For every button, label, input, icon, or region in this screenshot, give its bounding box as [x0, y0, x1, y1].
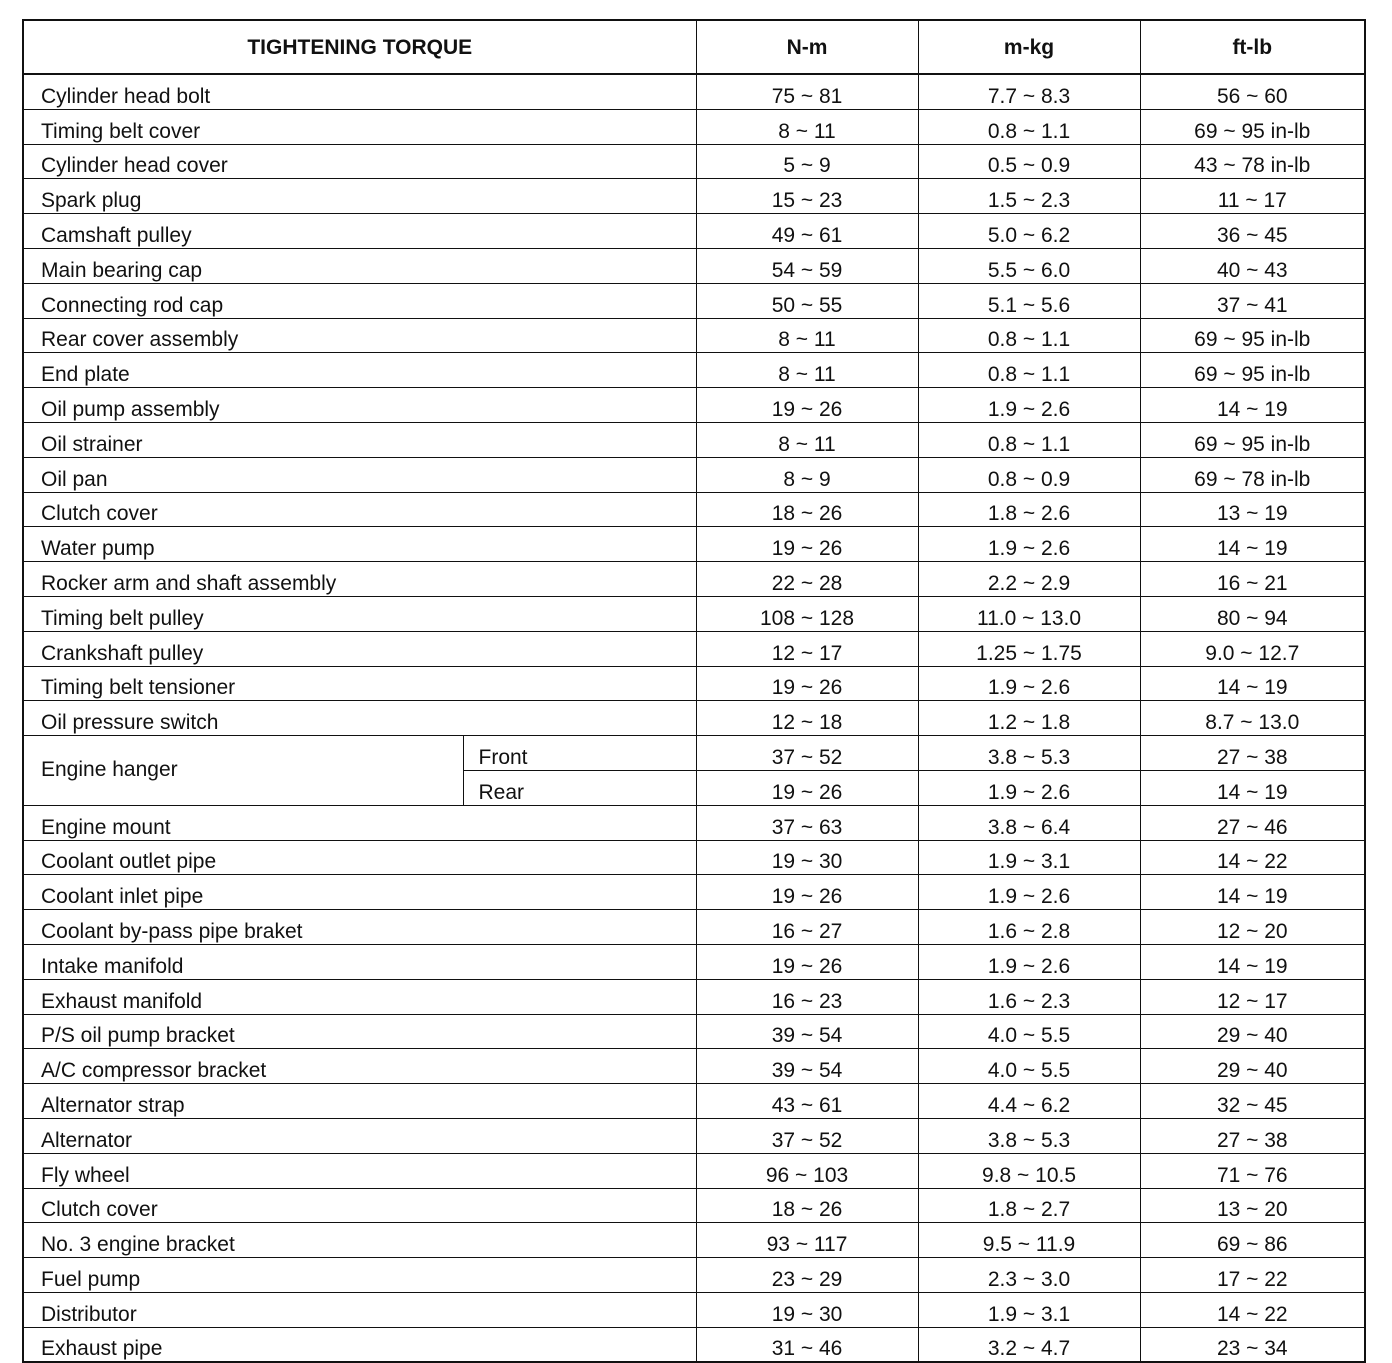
value-nm: 37 ~ 52 — [696, 1118, 918, 1153]
value-mkg: 0.5 ~ 0.9 — [918, 144, 1140, 179]
value-nm: 19 ~ 30 — [696, 840, 918, 875]
value-ftlb: 69 ~ 78 in-lb — [1140, 457, 1365, 492]
value-nm: 18 ~ 26 — [696, 1188, 918, 1223]
table-row — [23, 631, 1365, 666]
value-nm: 31 ~ 46 — [696, 1327, 918, 1362]
value-mkg: 11.0 ~ 13.0 — [918, 596, 1140, 631]
table-row — [23, 1223, 1365, 1258]
value-ftlb: 69 ~ 95 in-lb — [1140, 422, 1365, 457]
value-mkg: 9.8 ~ 10.5 — [918, 1153, 1140, 1188]
value-mkg: 1.9 ~ 3.1 — [918, 1292, 1140, 1327]
value-ftlb: 29 ~ 40 — [1140, 1014, 1365, 1049]
item-name: Coolant by-pass pipe braket — [23, 910, 696, 945]
sub-label-front: Front — [463, 736, 696, 771]
value-ftlb: 27 ~ 46 — [1140, 805, 1365, 840]
item-name: Engine mount — [23, 805, 696, 840]
table-row — [23, 109, 1365, 144]
table-row — [23, 1118, 1365, 1153]
value-mkg: 1.9 ~ 2.6 — [918, 770, 1140, 805]
value-nm: 93 ~ 117 — [696, 1223, 918, 1258]
value-ftlb: 14 ~ 19 — [1140, 875, 1365, 910]
value-mkg: 3.8 ~ 5.3 — [918, 1118, 1140, 1153]
value-mkg: 3.2 ~ 4.7 — [918, 1327, 1140, 1362]
value-nm: 43 ~ 61 — [696, 1084, 918, 1119]
item-name: Fuel pump — [23, 1258, 696, 1293]
item-name: Coolant inlet pipe — [23, 875, 696, 910]
header-nm: N-m — [696, 20, 918, 74]
table-row — [23, 562, 1365, 597]
table-row — [23, 1188, 1365, 1223]
value-mkg: 1.9 ~ 2.6 — [918, 666, 1140, 701]
value-nm: 54 ~ 59 — [696, 248, 918, 283]
value-mkg: 1.6 ~ 2.8 — [918, 910, 1140, 945]
value-mkg: 1.2 ~ 1.8 — [918, 701, 1140, 736]
value-nm: 19 ~ 26 — [696, 944, 918, 979]
item-name: Alternator strap — [23, 1084, 696, 1119]
table-row — [23, 248, 1365, 283]
value-mkg: 1.8 ~ 2.6 — [918, 492, 1140, 527]
table-row — [23, 1049, 1365, 1084]
table-row — [23, 979, 1365, 1014]
table-row — [23, 1258, 1365, 1293]
value-mkg: 1.8 ~ 2.7 — [918, 1188, 1140, 1223]
value-ftlb: 36 ~ 45 — [1140, 214, 1365, 249]
value-nm: 50 ~ 55 — [696, 283, 918, 318]
value-nm: 15 ~ 23 — [696, 179, 918, 214]
item-name: Clutch cover — [23, 1188, 696, 1223]
table-row — [23, 840, 1365, 875]
item-name: Main bearing cap — [23, 248, 696, 283]
header-mkg: m-kg — [918, 20, 1140, 74]
table-row — [23, 1153, 1365, 1188]
value-mkg: 5.5 ~ 6.0 — [918, 248, 1140, 283]
value-ftlb: 69 ~ 95 in-lb — [1140, 353, 1365, 388]
item-name: Distributor — [23, 1292, 696, 1327]
value-mkg: 7.7 ~ 8.3 — [918, 74, 1140, 109]
value-ftlb: 27 ~ 38 — [1140, 736, 1365, 771]
value-nm: 75 ~ 81 — [696, 74, 918, 109]
item-name: Timing belt cover — [23, 109, 696, 144]
table-row — [23, 492, 1365, 527]
value-mkg: 0.8 ~ 1.1 — [918, 109, 1140, 144]
value-ftlb: 14 ~ 19 — [1140, 388, 1365, 423]
value-mkg: 1.9 ~ 2.6 — [918, 944, 1140, 979]
value-mkg: 1.9 ~ 2.6 — [918, 388, 1140, 423]
item-name: Timing belt tensioner — [23, 666, 696, 701]
value-ftlb: 11 ~ 17 — [1140, 179, 1365, 214]
value-mkg: 3.8 ~ 6.4 — [918, 805, 1140, 840]
item-name: Alternator — [23, 1118, 696, 1153]
item-name: Spark plug — [23, 179, 696, 214]
value-nm: 19 ~ 26 — [696, 527, 918, 562]
value-ftlb: 29 ~ 40 — [1140, 1049, 1365, 1084]
value-nm: 39 ~ 54 — [696, 1014, 918, 1049]
value-mkg: 4.0 ~ 5.5 — [918, 1049, 1140, 1084]
value-ftlb: 14 ~ 22 — [1140, 840, 1365, 875]
value-nm: 19 ~ 26 — [696, 875, 918, 910]
value-ftlb: 69 ~ 86 — [1140, 1223, 1365, 1258]
header-ftlb: ft-lb — [1140, 20, 1365, 74]
table-row — [23, 527, 1365, 562]
table-row — [23, 214, 1365, 249]
table-row — [23, 283, 1365, 318]
header-title: TIGHTENING TORQUE — [23, 20, 696, 74]
table-row — [23, 805, 1365, 840]
torque-table — [22, 19, 1366, 1363]
value-ftlb: 69 ~ 95 in-lb — [1140, 109, 1365, 144]
value-mkg: 1.5 ~ 2.3 — [918, 179, 1140, 214]
item-name: Oil pump assembly — [23, 388, 696, 423]
table-row — [23, 944, 1365, 979]
item-name: Clutch cover — [23, 492, 696, 527]
value-ftlb: 23 ~ 34 — [1140, 1327, 1365, 1362]
value-ftlb: 37 ~ 41 — [1140, 283, 1365, 318]
value-ftlb: 14 ~ 19 — [1140, 770, 1365, 805]
value-mkg: 4.4 ~ 6.2 — [918, 1084, 1140, 1119]
item-name: Camshaft pulley — [23, 214, 696, 249]
value-nm: 16 ~ 23 — [696, 979, 918, 1014]
value-ftlb: 80 ~ 94 — [1140, 596, 1365, 631]
value-mkg: 1.9 ~ 2.6 — [918, 875, 1140, 910]
item-name: Exhaust manifold — [23, 979, 696, 1014]
value-ftlb: 12 ~ 20 — [1140, 910, 1365, 945]
item-name: End plate — [23, 353, 696, 388]
value-mkg: 1.6 ~ 2.3 — [918, 979, 1140, 1014]
value-nm: 5 ~ 9 — [696, 144, 918, 179]
value-mkg: 0.8 ~ 1.1 — [918, 422, 1140, 457]
value-nm: 23 ~ 29 — [696, 1258, 918, 1293]
item-name: Coolant outlet pipe — [23, 840, 696, 875]
value-nm: 12 ~ 18 — [696, 701, 918, 736]
value-ftlb: 13 ~ 20 — [1140, 1188, 1365, 1223]
value-ftlb: 43 ~ 78 in-lb — [1140, 144, 1365, 179]
value-nm: 8 ~ 11 — [696, 353, 918, 388]
value-nm: 19 ~ 26 — [696, 770, 918, 805]
table-row — [23, 1292, 1365, 1327]
item-name: Connecting rod cap — [23, 283, 696, 318]
value-nm: 39 ~ 54 — [696, 1049, 918, 1084]
table-row — [23, 1014, 1365, 1049]
value-ftlb: 69 ~ 95 in-lb — [1140, 318, 1365, 353]
table-row — [23, 910, 1365, 945]
value-mkg: 3.8 ~ 5.3 — [918, 736, 1140, 771]
table-row — [23, 666, 1365, 701]
item-name: A/C compressor bracket — [23, 1049, 696, 1084]
item-name: Exhaust pipe — [23, 1327, 696, 1362]
item-name: Oil strainer — [23, 422, 696, 457]
table-row-engine-hanger-front — [23, 736, 1365, 771]
table-row — [23, 388, 1365, 423]
value-mkg: 0.8 ~ 1.1 — [918, 318, 1140, 353]
value-ftlb: 14 ~ 19 — [1140, 527, 1365, 562]
item-name: No. 3 engine bracket — [23, 1223, 696, 1258]
table-header — [23, 20, 1365, 74]
value-nm: 19 ~ 26 — [696, 388, 918, 423]
sub-label-rear: Rear — [463, 770, 696, 805]
value-nm: 19 ~ 30 — [696, 1292, 918, 1327]
value-mkg: 5.1 ~ 5.6 — [918, 283, 1140, 318]
value-ftlb: 14 ~ 19 — [1140, 944, 1365, 979]
value-nm: 37 ~ 63 — [696, 805, 918, 840]
table-row — [23, 875, 1365, 910]
value-mkg: 0.8 ~ 0.9 — [918, 457, 1140, 492]
value-nm: 49 ~ 61 — [696, 214, 918, 249]
value-mkg: 2.3 ~ 3.0 — [918, 1258, 1140, 1293]
table-body — [23, 74, 1365, 1362]
value-nm: 8 ~ 11 — [696, 422, 918, 457]
value-nm: 96 ~ 103 — [696, 1153, 918, 1188]
value-ftlb: 8.7 ~ 13.0 — [1140, 701, 1365, 736]
value-nm: 22 ~ 28 — [696, 562, 918, 597]
value-mkg: 1.25 ~ 1.75 — [918, 631, 1140, 666]
value-nm: 8 ~ 11 — [696, 318, 918, 353]
value-nm: 16 ~ 27 — [696, 910, 918, 945]
value-nm: 12 ~ 17 — [696, 631, 918, 666]
item-name: Oil pressure switch — [23, 701, 696, 736]
item-name: Rear cover assembly — [23, 318, 696, 353]
value-mkg: 4.0 ~ 5.5 — [918, 1014, 1140, 1049]
value-nm: 18 ~ 26 — [696, 492, 918, 527]
item-name: Cylinder head cover — [23, 144, 696, 179]
value-mkg: 1.9 ~ 2.6 — [918, 527, 1140, 562]
table-row — [23, 74, 1365, 109]
value-nm: 8 ~ 9 — [696, 457, 918, 492]
value-mkg: 0.8 ~ 1.1 — [918, 353, 1140, 388]
value-mkg: 1.9 ~ 3.1 — [918, 840, 1140, 875]
value-ftlb: 14 ~ 22 — [1140, 1292, 1365, 1327]
table-row — [23, 144, 1365, 179]
item-name: P/S oil pump bracket — [23, 1014, 696, 1049]
table-row — [23, 1084, 1365, 1119]
value-ftlb: 9.0 ~ 12.7 — [1140, 631, 1365, 666]
table-row — [23, 596, 1365, 631]
header-row — [23, 20, 1365, 74]
item-name: Oil pan — [23, 457, 696, 492]
value-nm: 108 ~ 128 — [696, 596, 918, 631]
item-name: Cylinder head bolt — [23, 74, 696, 109]
value-mkg: 2.2 ~ 2.9 — [918, 562, 1140, 597]
value-ftlb: 12 ~ 17 — [1140, 979, 1365, 1014]
value-ftlb: 14 ~ 19 — [1140, 666, 1365, 701]
item-name-engine-hanger: Engine hanger — [23, 736, 463, 806]
value-ftlb: 32 ~ 45 — [1140, 1084, 1365, 1119]
value-ftlb: 40 ~ 43 — [1140, 248, 1365, 283]
value-ftlb: 13 ~ 19 — [1140, 492, 1365, 527]
value-ftlb: 16 ~ 21 — [1140, 562, 1365, 597]
value-nm: 8 ~ 11 — [696, 109, 918, 144]
item-name: Timing belt pulley — [23, 596, 696, 631]
value-ftlb: 27 ~ 38 — [1140, 1118, 1365, 1153]
value-mkg: 5.0 ~ 6.2 — [918, 214, 1140, 249]
table-row — [23, 457, 1365, 492]
item-name: Intake manifold — [23, 944, 696, 979]
table-row — [23, 179, 1365, 214]
item-name: Rocker arm and shaft assembly — [23, 562, 696, 597]
value-nm: 37 ~ 52 — [696, 736, 918, 771]
value-ftlb: 56 ~ 60 — [1140, 74, 1365, 109]
table-row — [23, 353, 1365, 388]
value-mkg: 9.5 ~ 11.9 — [918, 1223, 1140, 1258]
value-ftlb: 17 ~ 22 — [1140, 1258, 1365, 1293]
table-row — [23, 422, 1365, 457]
table-row — [23, 318, 1365, 353]
item-name: Fly wheel — [23, 1153, 696, 1188]
table-row — [23, 1327, 1365, 1362]
value-nm: 19 ~ 26 — [696, 666, 918, 701]
value-ftlb: 71 ~ 76 — [1140, 1153, 1365, 1188]
table-row — [23, 701, 1365, 736]
item-name: Water pump — [23, 527, 696, 562]
item-name: Crankshaft pulley — [23, 631, 696, 666]
